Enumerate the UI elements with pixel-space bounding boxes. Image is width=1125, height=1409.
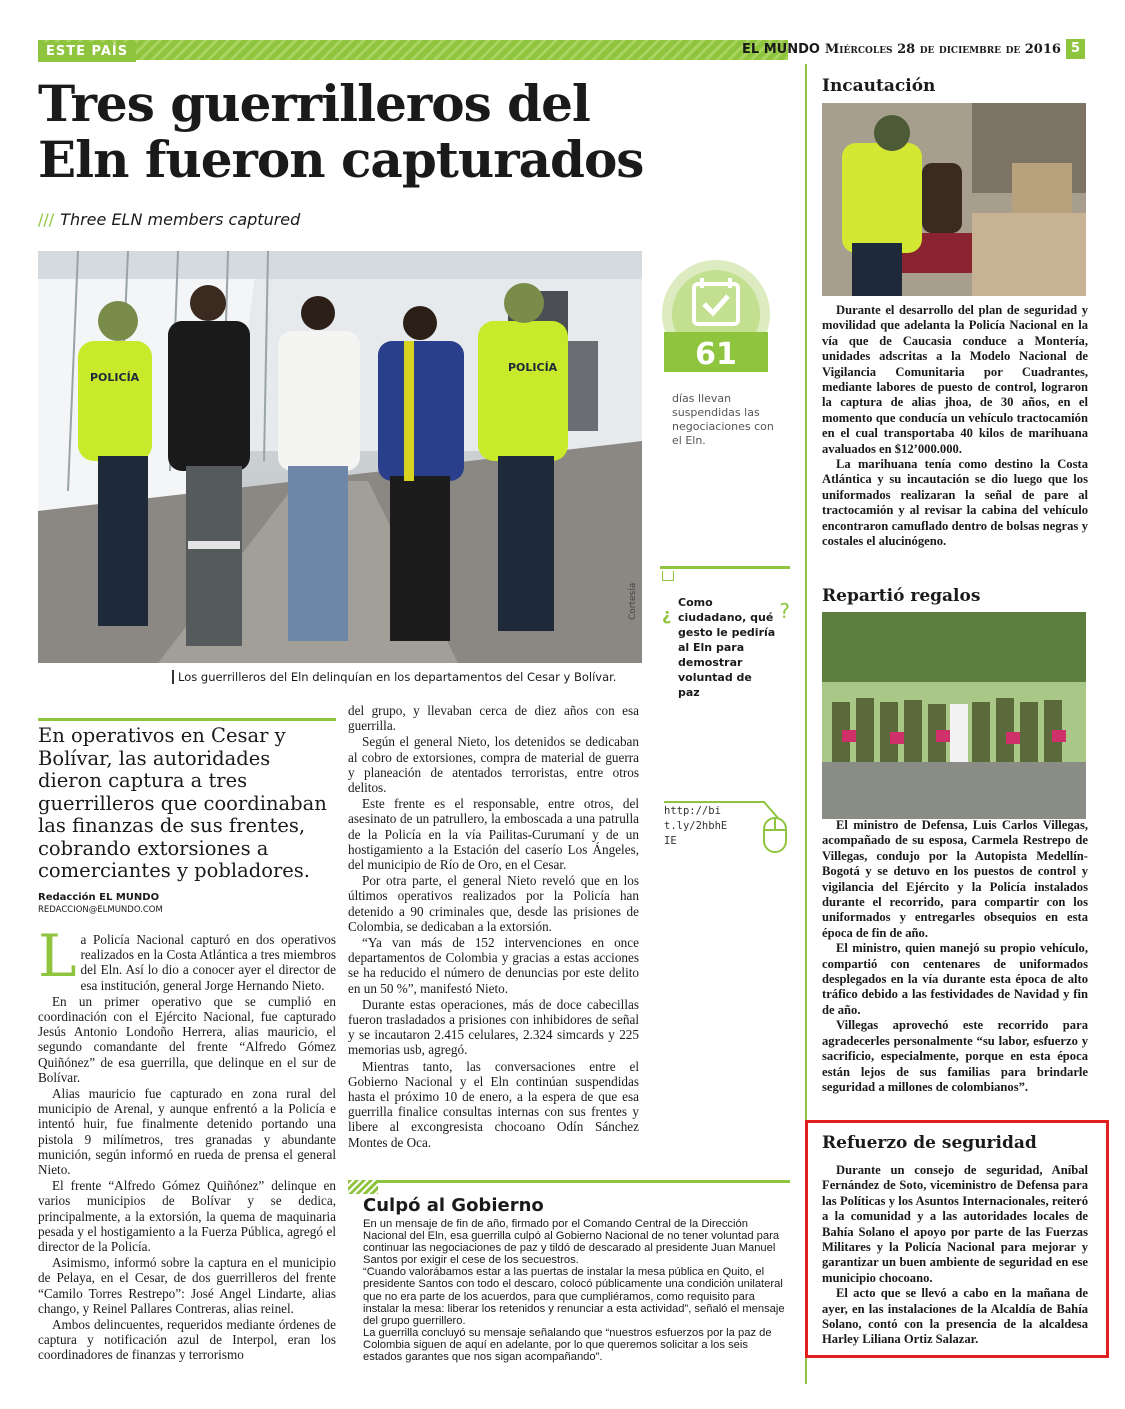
paragraph-text: a Policía Nacional capturó en dos operativos realizados en la Costa Atlántica a tres miembros del Eln. Así lo dio a conocer ayer el director de esa institución, general Jorge Hernando Nieto. <box>80 932 336 993</box>
arrest-photo-illustration <box>38 251 642 663</box>
detainee-blue <box>378 341 464 481</box>
body-paragraph: El frente “Alfredo Gómez Quiñónez” delinque en varios municipios de Bolívar y se dedica, principalmente, a la extorsión, la quema de maquinaria pesada y el hostigamiento a la Fuerza Pública, agregó el director de la Policía. <box>38 1178 336 1255</box>
page-number: 5 <box>1066 39 1085 59</box>
body-paragraph: Asimismo, informó sobre la captura en el municipio de Pelaya, en el Cesar, de dos guerrilleros del frente “Camilo Torres Restrepo”: José Angel Lindarte, alias chango, y Reinel Pallares Contreras, alias reinel. <box>38 1255 336 1316</box>
seizure-text <box>822 303 1088 550</box>
vest-label: POLICÍA <box>90 371 140 384</box>
body-paragraph: Ambos delincuentes, requeridos mediante órdenes de captura y notificación azul de Interpol, eran los coordinadores de finanzas y terrorismo <box>38 1317 336 1363</box>
question-mark-icon: ? <box>779 599 790 623</box>
body-column-2 <box>348 703 639 1151</box>
short-link[interactable]: http://bit.ly/2hbhEIE <box>664 805 728 847</box>
gifts-paragraph: El ministro de Defensa, Luis Carlos Villegas, acompañado de su esposa, Carmela Restrepo de Villegas, condujo por la Autopista Medellín-Bogotá y se detuvo en los puestos de control y vigilancia del Ejército y la Policía instalados durante el recorrido, para compartir con los uniformados y entregarles obsequios en esta época de fin de año. <box>822 818 1088 940</box>
lead-paragraph: En operativos en Cesar y Bolívar, las autoridades dieron captura a tres guerrilleros que coordinaban las finanzas de sus frentes, cobrando extorsiones a comerciantes y pobladores. <box>38 718 336 883</box>
body-column-1 <box>38 922 336 1364</box>
security-text <box>822 1163 1088 1348</box>
vest-label: POLICÍA <box>508 361 558 374</box>
byline <box>38 892 336 915</box>
security-paragraph: Durante un consejo de seguridad, Aníbal Fernández de Soto, viceministro de Defensa para las Políticas y los Asuntos Internacionales, reiteró a la comunidad y a las autoridades locales de Bahía Solano el apoyo por parte de las Fuerzas Militares y la Policía Nacional para mejorar y garantizar un buen ambiente de seguridad en ese municipio chocoano. <box>822 1163 1088 1285</box>
photo-credit: Cortesía <box>628 582 638 620</box>
calendar-icon <box>660 258 772 378</box>
blame-box-title: Culpó al Gobierno <box>363 1195 544 1216</box>
gifts-paragraph: El ministro, quien manejó su propio vehículo, compartió con centenares de uniformados desplegados en la vía durante esta época de alto tráfico debido a las festividades de Navidad y fin de año. <box>822 941 1088 1017</box>
gifts-title: Repartió regalos <box>822 586 981 606</box>
body-paragraph: Alias mauricio fue capturado en zona rural del municipio de Arenal, y aunque enfrentó a la Policía e intentó huir, fue finalmente detenido portando una pistola 9 milímetros, tres granadas y abundante munición, según informó en rueda de prensa el general Nieto. <box>38 1086 336 1178</box>
body-paragraph: Según el general Nieto, los detenidos se dedicaban al cobro de extorsiones, compra de material de guerra y planeación de atentados terroristas, entre otros delitos. <box>348 734 639 796</box>
body-paragraph: Este frente es el responsable, entre otros, del asesinato de un patrullero, la emboscada a una patrulla de la Policía en la vía Pailitas-Curumaní y de un hostigamiento a la Estación del caserío Los Ángeles, del municipio de Río de Oro, en el Cesar. <box>348 796 639 873</box>
issue-date: Miércoles 28 de diciembre de 2016 <box>824 41 1061 57</box>
blame-paragraph: En un mensaje de fin de año, firmado por el Comando Central de la Dirección Nacional del Eln, esa guerrilla culpó al Gobierno Nacional de no tener voluntad para continuar las negociaciones de paz y tildó de descarado al presidente Juan Manuel Santos por exigir el cese de los secuestros. <box>363 1218 780 1267</box>
gifts-text <box>822 818 1088 1095</box>
question-text: Como ciudadano, qué gesto le pediría al Eln para demostrar voluntad de paz <box>678 596 776 699</box>
blame-paragraph: “Cuando valorábamos estar a las puertas de instalar la mesa pública en Quito, el presidente Santos con todo el descaro, colocó públicamente una condición unilateral que no era parte de los acuerdos, para que cumpliéramos, como requisito para instalar la mesa: liberar los retenidos y renunciar a esta actividad”, señaló el mensaje del grupo guerrillero. <box>363 1266 785 1327</box>
english-subline-text: Three ELN members captured <box>60 210 301 229</box>
section-label: ESTE PAÍS <box>38 42 136 62</box>
blame-paragraph: La guerrilla concluyó su mensaje señalando que “nuestros esfuerzos por la paz de Colombia siguen de aquí en adelante, por lo que queremos solicitar a los seis estados garantes que nos sigan acompañando”. <box>363 1326 772 1364</box>
security-paragraph: El acto que se llevó a cabo en la mañana de ayer, en las instalaciones de la Alcaldía de Bahía Solano, contó con la presencia de la alcaldesa Harley Liliana Ortiz Salazar. <box>822 1286 1088 1347</box>
main-photo <box>38 251 642 663</box>
seizure-photo <box>822 103 1086 296</box>
body-paragraph: Por otra parte, el general Nieto reveló que en los últimos operativos realizados por la Policía han detenido a 90 criminales que, desde las prisiones de Colombia, se dedicaban a la extorsión. <box>348 873 639 934</box>
body-paragraph <box>38 922 336 993</box>
body-paragraph: Durante estas operaciones, más de doce cabecillas fueron trasladados a prisiones con inhibidores de señal y se incautaron 2.415 celulares, 2.324 simcards y 225 memorias usb, agregó. <box>348 996 639 1058</box>
security-title: Refuerzo de seguridad <box>822 1133 1037 1153</box>
seizure-paragraph: La marihuana tenía como destino la Costa Atlántica y su incautación se dio luego que los uniformados realizaran la señal de pare al tractocamión y al revisar la cabina del vehículo encontraron camuflado dentro de bolsas negras y costales el alucinógeno. <box>822 457 1088 549</box>
days-value: 61 <box>695 337 737 372</box>
days-note: días llevan suspendidas las negociaciones con el Eln. <box>672 392 774 447</box>
blame-box-body <box>348 1218 790 1363</box>
days-badge <box>660 258 772 378</box>
blame-box <box>348 1180 790 1392</box>
gifts-photo-illustration <box>822 612 1086 819</box>
paper-name: EL MUNDO <box>742 41 820 57</box>
section-tag <box>38 40 788 60</box>
detainee-white <box>278 331 360 471</box>
seizure-title: Incautación <box>822 76 936 96</box>
body-paragraph: “Ya van más de 152 intervenciones en once departamentos de Colombia y gracias a estas acciones se ha reducido el número de denuncias por este delito en un 50 %”, manifestó Nieto. <box>348 935 639 996</box>
body-paragraph: En un primer operativo que se cumplió en coordinación con el Ejército Nacional, fue capturado Jesús Antonio Londoño Herrera, alias mauricio, el segundo comandante del frente “Alfredo Gómez Quiñónez” de esa guerrilla, que delinque en el sur de Bolívar. <box>38 993 336 1085</box>
officer-left <box>78 341 152 461</box>
masthead <box>742 38 1085 60</box>
detainee-black <box>168 321 250 471</box>
question-box <box>660 566 790 699</box>
officer-right <box>478 321 568 461</box>
english-subline <box>38 210 438 229</box>
photo-caption: Los guerrilleros del Eln delinquían en los departamentos del Cesar y Bolívar. <box>172 670 642 684</box>
seizure-paragraph: Durante el desarrollo del plan de seguridad y movilidad que adelanta la Policía Nacional en la vía que de Caucasia conduce a Montería, unidades adscritas a la Modelo Nacional de Vigilancia Comunitaria por Cuadrantes, mediante labores de puesto de control, lograron la captura de alias jhoa, de 30 años, en el momento que conducía un vehículo tractocamión en el cual transportaba 40 kilos de marihuana avaluados en $12’000.000. <box>822 303 1088 456</box>
link-box <box>664 800 794 860</box>
gifts-paragraph: Villegas aprovechó este recorrido para agradecerles personalmente “su labor, esfuerzo y sacrificio, especialmente, porque en esta época están lejos de sus familias para brindarle seguridad a millones de colombianos”. <box>822 1018 1088 1094</box>
body-paragraph: del grupo, y llevaban cerca de diez años con esa guerrilla. <box>348 703 639 734</box>
headline: Tres guerrilleros del Eln fueron capturados <box>38 74 644 189</box>
drop-cap: L <box>38 922 77 990</box>
slashes-icon: /// <box>38 210 55 229</box>
byline-email[interactable]: REDACCION@ELMUNDO.COM <box>38 905 163 915</box>
body-paragraph: Mientras tanto, las conversaciones entre el Gobierno Nacional y el Eln continúan suspendidas hasta el próximo 10 de enero, a la espera de que esa guerrilla finalice consultas internas con sus frentes y libere al excongresista chocoano Odín Sánchez Montes de Oca. <box>348 1058 639 1150</box>
seizure-photo-illustration <box>822 103 1086 296</box>
box-corner-icon <box>662 571 674 581</box>
gifts-photo <box>822 612 1086 819</box>
byline-author: Redacción EL MUNDO <box>38 892 160 903</box>
question-mark-icon: ¿ <box>662 605 672 624</box>
